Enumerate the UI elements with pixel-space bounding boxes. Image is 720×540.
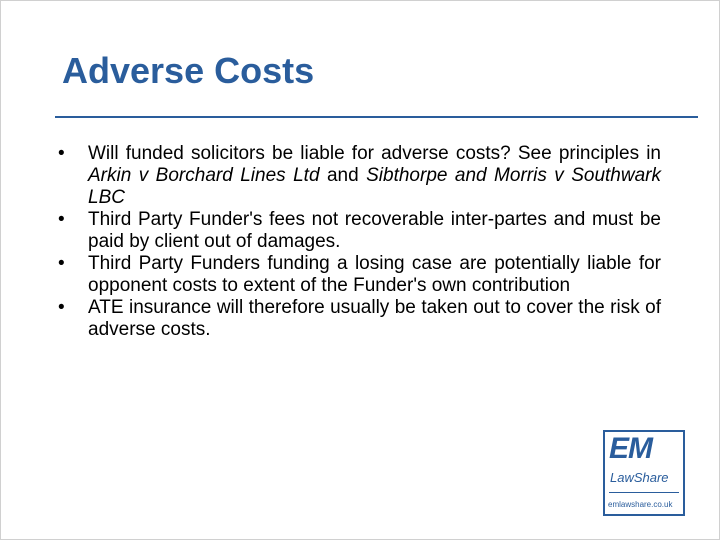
slide-title: Adverse Costs [62, 50, 315, 91]
bullet-dot-icon: • [58, 209, 65, 230]
logo-url-text: emlawshare.co.uk [608, 500, 673, 509]
case-name-arkin: Arkin v Borchard Lines Ltd [88, 165, 320, 186]
bullet-dot-icon: • [58, 297, 65, 318]
bullet-text-segment: Will funded solicitors be liable for adverse costs? See principles in [88, 143, 661, 164]
bullet-text: ATE insurance will therefore usually be taken out to cover the risk of adverse costs. [88, 297, 661, 340]
bullet-text-segment: and [319, 165, 367, 186]
bullet-dot-icon: • [58, 253, 65, 274]
bullet-text: Third Party Funder's fees not recoverable inter-partes and must be paid by client out of damages. [88, 209, 661, 252]
title-divider [55, 116, 698, 118]
bullet-item [55, 143, 661, 209]
logo-brand-text: LawShare [610, 470, 669, 485]
bullet-text [88, 143, 661, 208]
case-name-sibthorpe: Sibthorpe and Morris v Southwark LBC [88, 165, 661, 208]
logo-em-text: EM [609, 432, 652, 465]
bullet-item [55, 209, 661, 253]
bullet-item [55, 253, 661, 297]
bullet-text: Third Party Funders funding a losing case are potentially liable for opponent costs to extent of the Funder's own contribution [88, 253, 661, 296]
bullet-list [55, 143, 661, 341]
em-lawshare-logo [603, 430, 685, 516]
bullet-dot-icon: • [58, 143, 65, 164]
logo-divider [609, 492, 679, 493]
bullet-item [55, 297, 661, 341]
